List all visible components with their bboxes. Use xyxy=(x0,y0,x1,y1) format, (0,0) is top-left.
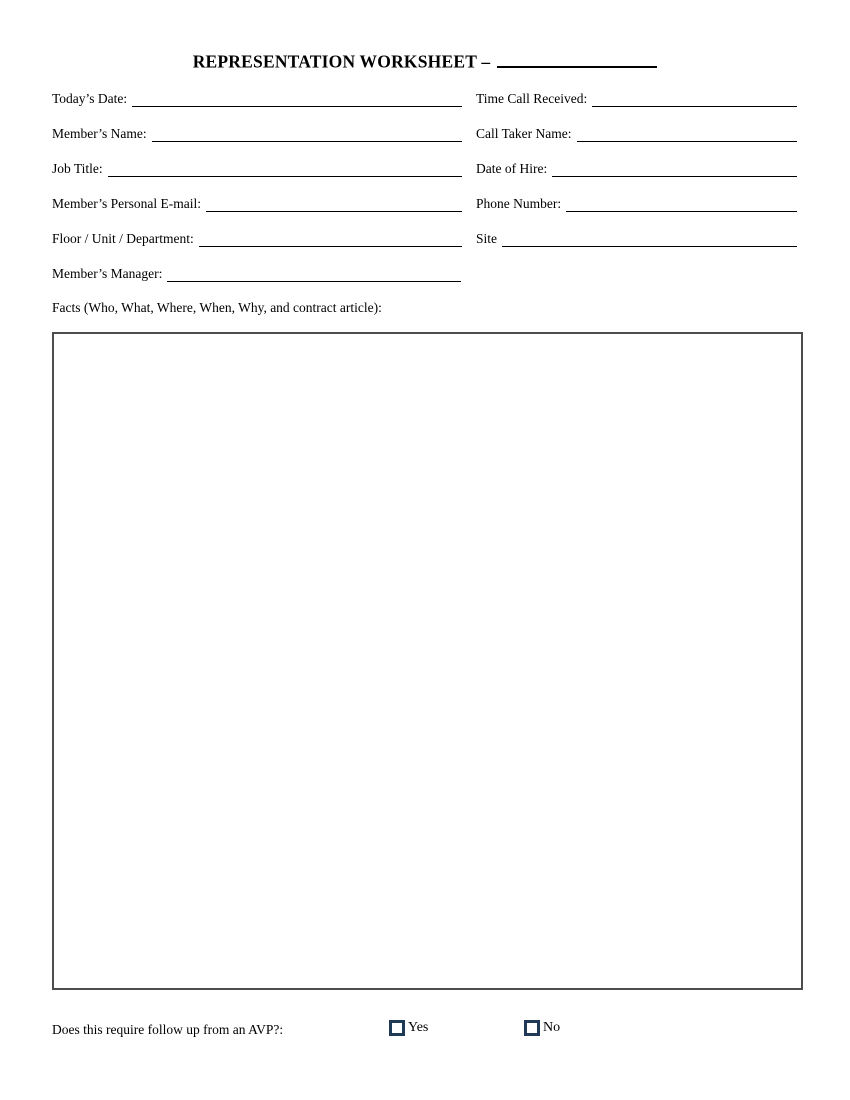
call-taker-name-label: Call Taker Name: xyxy=(476,126,572,141)
avp-followup-question: Does this require follow up from an AVP?: xyxy=(52,1022,284,1037)
form-row xyxy=(52,194,797,212)
date-of-hire-label: Date of Hire: xyxy=(476,161,548,176)
site-label: Site xyxy=(476,231,498,246)
page-title xyxy=(0,50,850,73)
call-taker-name-field[interactable] xyxy=(577,126,797,142)
title-text: REPRESENTATION WORKSHEET – xyxy=(192,51,491,72)
job-title-field[interactable] xyxy=(108,161,462,177)
members-name-field[interactable] xyxy=(152,126,462,142)
members-personal-email-field[interactable] xyxy=(206,196,462,212)
floor-unit-department-label: Floor / Unit / Department: xyxy=(52,231,194,246)
facts-box[interactable] xyxy=(52,332,803,990)
no-label: No xyxy=(543,1020,561,1035)
yes-option xyxy=(389,1016,428,1040)
members-manager-label: Member’s Manager: xyxy=(52,266,163,281)
no-option xyxy=(524,1016,560,1040)
todays-date-label: Today’s Date: xyxy=(52,91,128,106)
yes-checkbox[interactable] xyxy=(389,1020,405,1036)
form-row xyxy=(52,264,797,282)
phone-number-label: Phone Number: xyxy=(476,196,562,211)
members-manager-field[interactable] xyxy=(167,266,461,282)
date-of-hire-field[interactable] xyxy=(552,161,797,177)
members-personal-email-label: Member’s Personal E-mail: xyxy=(52,196,201,211)
facts-label: Facts (Who, What, Where, When, Why, and contract article): xyxy=(52,300,382,315)
time-call-received-label: Time Call Received: xyxy=(476,91,588,106)
floor-unit-department-field[interactable] xyxy=(199,231,462,247)
yes-label: Yes xyxy=(408,1020,429,1035)
members-name-label: Member’s Name: xyxy=(52,126,147,141)
site-field[interactable] xyxy=(502,231,797,247)
time-call-received-field[interactable] xyxy=(592,91,797,107)
no-checkbox[interactable] xyxy=(524,1020,540,1036)
avp-followup-row xyxy=(52,1014,797,1044)
phone-number-field[interactable] xyxy=(566,196,797,212)
job-title-label: Job Title: xyxy=(52,161,103,176)
title-blank-line[interactable] xyxy=(497,50,657,68)
todays-date-field[interactable] xyxy=(132,91,462,107)
form-row xyxy=(52,159,797,177)
form-row xyxy=(52,89,797,107)
form-row xyxy=(52,229,797,247)
form-row xyxy=(52,124,797,142)
